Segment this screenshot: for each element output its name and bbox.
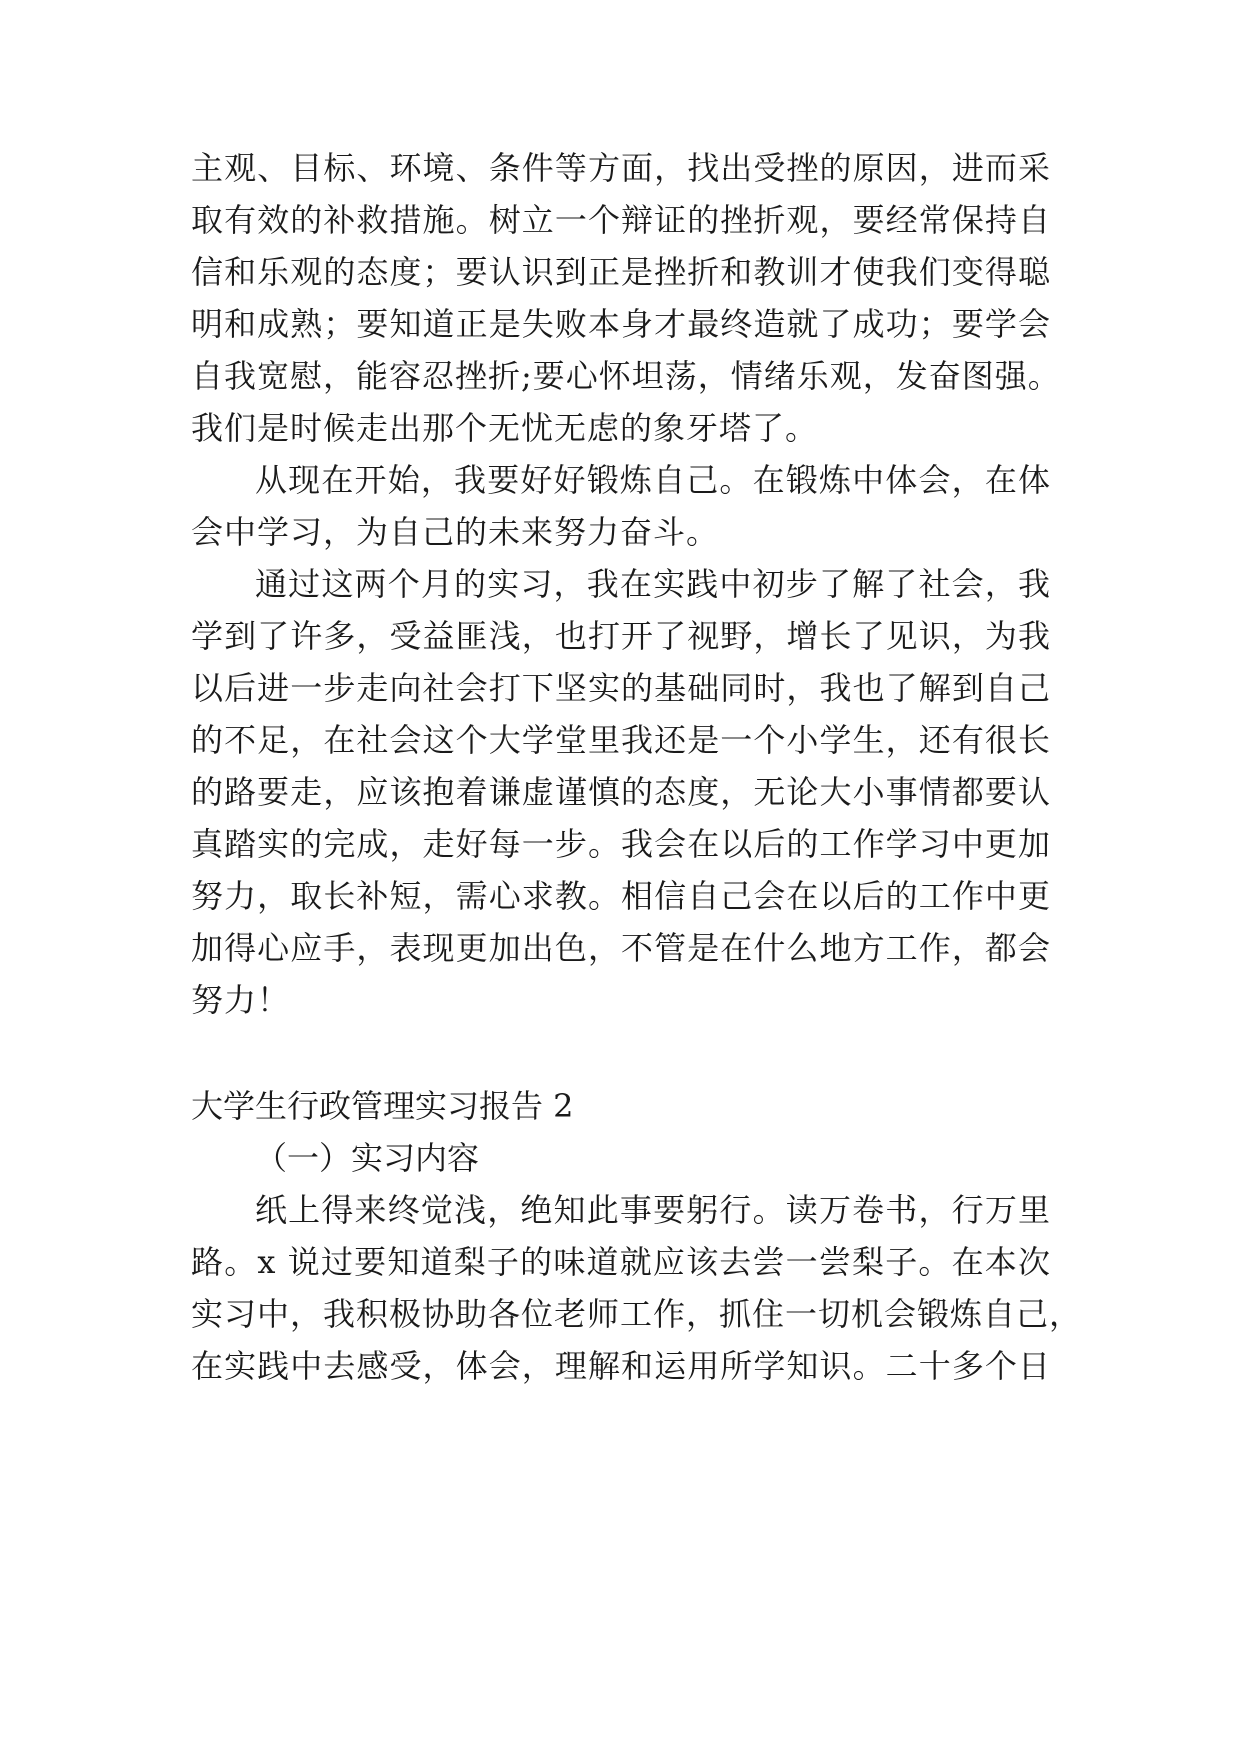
paragraph-line: 的路要走，应该抱着谦虚谨慎的态度，无论大小事情都要认 [191, 773, 1051, 811]
paragraph-line: 会中学习，为自己的未来努力奋斗。 [191, 513, 720, 551]
subsection-title: （一）实习内容 [255, 1139, 480, 1177]
paragraph-line: 取有效的补救措施。树立一个辩证的挫折观，要经常保持自 [191, 201, 1051, 239]
paragraph-line: 主观、目标、环境、条件等方面，找出受挫的原因，进而采 [191, 149, 1051, 187]
paragraph-line: 的不足，在社会这个大学堂里我还是一个小学生，还有很长 [191, 721, 1051, 759]
paragraph-line: 在实践中去感受，体会，理解和运用所学知识。二十多个日 [191, 1347, 1051, 1385]
paragraph-line: 以后进一步走向社会打下坚实的基础同时，我也了解到自己 [191, 669, 1051, 707]
paragraph-line: 努力，取长补短，需心求教。相信自己会在以后的工作中更 [191, 877, 1051, 915]
paragraph-line: 通过这两个月的实习，我在实践中初步了解了社会，我 [255, 565, 1051, 603]
paragraph-line: 真踏实的完成，走好每一步。我会在以后的工作学习中更加 [191, 825, 1051, 863]
paragraph-line: 努力！ [191, 981, 291, 1019]
paragraph-line: 学到了许多，受益匪浅，也打开了视野，增长了见识，为我 [191, 617, 1051, 655]
paragraph-line: 加得心应手，表现更加出色，不管是在什么地方工作，都会 [191, 929, 1051, 967]
paragraph-line: 实习中，我积极协助各位老师工作，抓住一切机会锻炼自己， [191, 1295, 1083, 1333]
paragraph-line: 纸上得来终觉浅，绝知此事要躬行。读万卷书，行万里 [255, 1191, 1051, 1229]
paragraph-line: 我们是时候走出那个无忧无虑的象牙塔了。 [191, 409, 819, 447]
paragraph-line: 从现在开始，我要好好锻炼自己。在锻炼中体会，在体 [255, 461, 1051, 499]
paragraph-line: 路。x 说过要知道梨子的味道就应该去尝一尝梨子。在本次 [191, 1243, 1051, 1281]
paragraph-line: 自我宽慰，能容忍挫折;要心怀坦荡，情绪乐观，发奋图强。 [191, 357, 1061, 395]
paragraph-line: 明和成熟；要知道正是失败本身才最终造就了成功；要学会 [191, 305, 1051, 343]
section-title: 大学生行政管理实习报告 2 [191, 1087, 574, 1125]
paragraph-line: 信和乐观的态度；要认识到正是挫折和教训才使我们变得聪 [191, 253, 1051, 291]
